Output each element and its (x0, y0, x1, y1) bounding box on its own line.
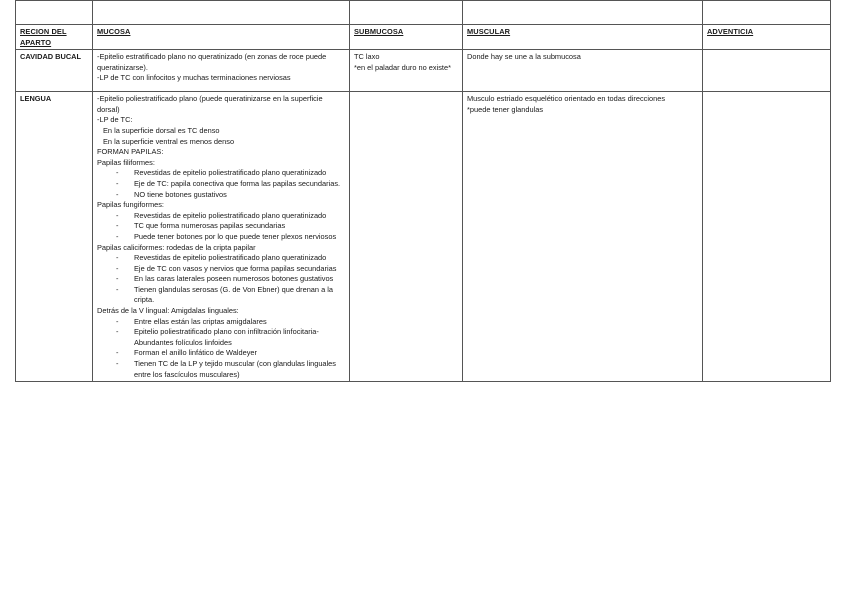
lengua-mucosa-cell: -Epitelio poliestratificado plano (puede queratinizarse en la superficie dorsal) -LP de TC: En la superficie dorsal es TC denso En la superficie ventral es menos denso FORMAN PAPILAS: Papilas filiformes: - Revestidas de epitelio poliestratificado plano queratinizado - Eje de TC: papila conectiva que forma las papilas secundarias. - NO tiene botones gustativos Papilas fungiformes: - Revestidas de epitelio poliestratificado plano queratinizado - TC que forma numerosas papilas secundarias - Puede tener botones por lo que puede tener plexos nerviosos Papilas caliciformes: rodedas de la cripta papilar - Revestidas de epitelio poliestratificado plano queratinizado - Eje de TC con vasos y nervios que forma papilas secundarias - En las caras laterales poseen numerosos botones gustativos - Tienen glandulas serosas (G. de Von Ebner) que drenan a la cripta. Detrás de la V lingual: Amigdalas linguales: - Entre ellas están las criptas amigdalares - Epitelio poliestratificado plano con infiltración linfocitaria- Abundantes folículos linfoides - Forman el anillo linfático de Waldeyer - Tienen TC de la LP y tejido muscular (con glandulas linguales entre los fascículos musculares) (93, 92, 350, 382)
header-adventicia: ADVENTICIA (703, 25, 831, 50)
cavidad-muscular-cell: Donde hay se une a la submucosa (463, 50, 703, 92)
cavidad-adventicia-cell (703, 50, 831, 92)
header-mucosa: MUCOSA (93, 25, 350, 50)
section-title-filiformes: Papilas filiformes: (97, 157, 155, 167)
list-item: - Revestidas de epitelio poliestratificado plano queratinizado (116, 210, 327, 220)
empty-cell (463, 1, 703, 25)
lengua-muscular-cell: Musculo estriado esquelético orientado en todas direcciones *puede tener glandulas (463, 92, 703, 382)
histology-table (15, 0, 831, 382)
lengua-submucosa-cell (350, 92, 463, 382)
section-title-fungiformes: Papilas fungiformes: (97, 200, 164, 210)
section-title-caliciformes: Papilas caliciformes: rodedas de la cripta papilar (97, 242, 256, 252)
empty-cell (16, 1, 93, 25)
table-row-cavidad-bucal (16, 50, 831, 92)
list-item: - Forman el anillo linfático de Waldeyer (116, 348, 257, 358)
list-item: - TC que forma numerosas papilas secundarias (116, 221, 286, 231)
header-submucosa: SUBMUCOSA (350, 25, 463, 50)
header-region: RECION DEL APARTO (16, 25, 93, 50)
empty-cell (93, 1, 350, 25)
table-row-lengua (16, 92, 831, 382)
section-title-amigdalas: Detrás de la V lingual: Amigdalas linguales: (97, 306, 239, 316)
list-item: - NO tiene botones gustativos (116, 189, 227, 199)
list-item: - Tienen glandulas serosas (G. de Von Ebner) que drenan a la cripta. (116, 284, 333, 305)
list-item: - Revestidas de epitelio poliestratificado plano queratinizado (116, 168, 327, 178)
list-item: - Puede tener botones por lo que puede tener plexos nerviosos (116, 231, 337, 241)
list-item: - Eje de TC: papila conectiva que forma las papilas secundarias. (116, 178, 341, 188)
list-item: - Epitelio poliestratificado plano con infiltración linfocitaria- Abundantes folículos linfoides (116, 327, 319, 347)
cavidad-submucosa-cell: TC laxo *en el paladar duro no existe* (350, 50, 463, 92)
list-item: - Entre ellas están las criptas amigdalares (116, 316, 267, 326)
table-header-row (16, 25, 831, 50)
empty-cell (350, 1, 463, 25)
list-item: - Tienen TC de la LP y tejido muscular (con glandulas linguales entre los fascículos musculares) (116, 359, 336, 379)
row-label-cavidad-bucal: CAVIDAD BUCAL (16, 50, 93, 92)
row-label-lengua: LENGUA (16, 92, 93, 382)
table-empty-row (16, 1, 831, 25)
list-item: - Eje de TC con vasos y nervios que forma papilas secundarias (116, 263, 337, 273)
empty-cell (703, 1, 831, 25)
list-item: - En las caras laterales poseen numerosos botones gustativos (116, 274, 334, 284)
cavidad-mucosa-cell: -Epitelio estratificado plano no queratinizado (en zonas de roce puede queratinizarse). -LP de TC con linfocitos y muchas terminaciones nerviosas (93, 50, 350, 92)
header-muscular: MUSCULAR (463, 25, 703, 50)
lengua-adventicia-cell (703, 92, 831, 382)
list-item: - Revestidas de epitelio poliestratificado plano queratinizado (116, 253, 327, 263)
